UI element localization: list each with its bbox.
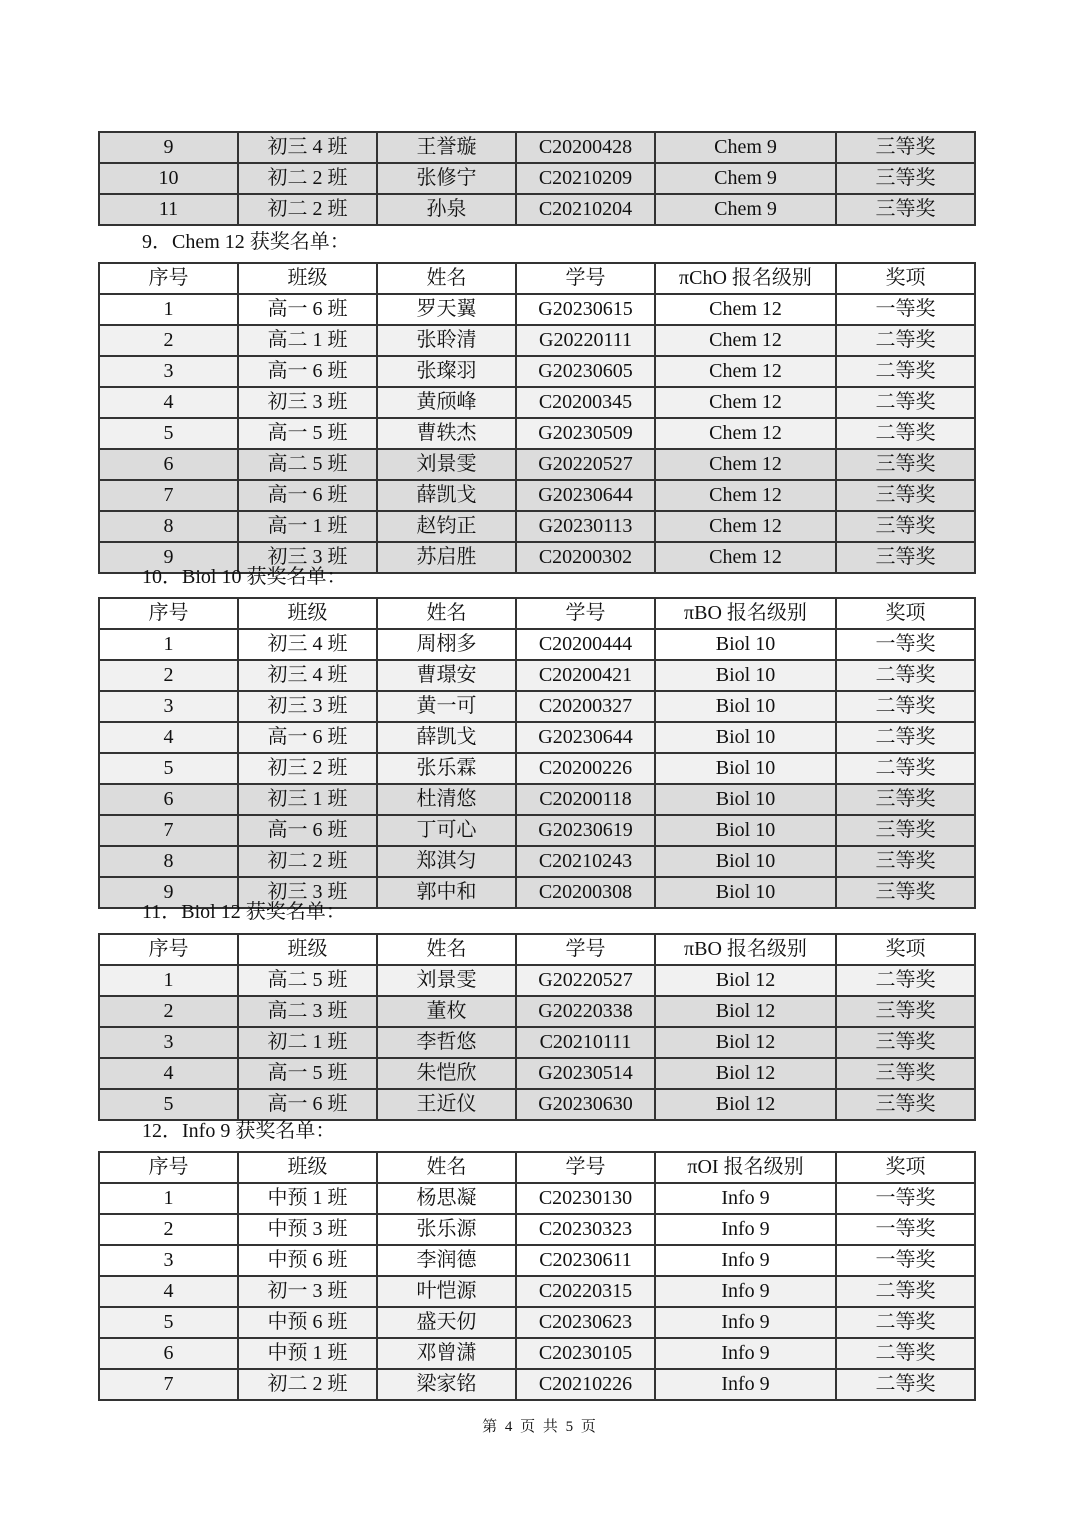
cell-index: 9: [99, 132, 238, 163]
cell-level: Chem 12: [655, 511, 836, 542]
cell-level: Info 9: [655, 1183, 836, 1214]
cell-index: 1: [99, 629, 238, 660]
table-row: [99, 1089, 975, 1120]
cell-class: 中预 6 班: [238, 1307, 377, 1338]
cell-index: 5: [99, 1089, 238, 1120]
cell-name: 王誉璇: [377, 132, 516, 163]
cell-award: 一等奖: [836, 1245, 975, 1276]
cell-name: 曹璟安: [377, 660, 516, 691]
cell-student-id: G20220111: [516, 325, 655, 356]
cell-class: 高二 5 班: [238, 449, 377, 480]
cell-level: Info 9: [655, 1307, 836, 1338]
cell-student-id: C20210204: [516, 194, 655, 225]
cell-level: Biol 12: [655, 1027, 836, 1058]
cell-class: 初三 4 班: [238, 660, 377, 691]
cell-class: 高一 5 班: [238, 418, 377, 449]
header-level: πBO 报名级别: [655, 598, 836, 629]
cell-level: Chem 9: [655, 132, 836, 163]
cell-class: 中预 3 班: [238, 1214, 377, 1245]
cell-name: 朱恺欣: [377, 1058, 516, 1089]
cell-class: 初三 4 班: [238, 629, 377, 660]
cell-student-id: C20200118: [516, 784, 655, 815]
header-student-id: 学号: [516, 1152, 655, 1183]
cell-index: 2: [99, 660, 238, 691]
cell-student-id: G20220527: [516, 449, 655, 480]
header-student-id: 学号: [516, 598, 655, 629]
cell-index: 6: [99, 449, 238, 480]
cell-class: 初二 2 班: [238, 163, 377, 194]
section-title-biol12: 11．Biol 12 获奖名单：: [142, 901, 346, 923]
cell-name: 罗天翼: [377, 294, 516, 325]
cell-level: Chem 12: [655, 418, 836, 449]
cell-index: 6: [99, 1338, 238, 1369]
cell-index: 7: [99, 1369, 238, 1400]
cell-name: 刘景雯: [377, 449, 516, 480]
cell-name: 刘景雯: [377, 965, 516, 996]
table-row: [99, 294, 975, 325]
cell-class: 初三 4 班: [238, 132, 377, 163]
cell-class: 高一 6 班: [238, 815, 377, 846]
cell-award: 三等奖: [836, 132, 975, 163]
cell-level: Biol 10: [655, 660, 836, 691]
cell-award: 二等奖: [836, 325, 975, 356]
cell-class: 初二 2 班: [238, 194, 377, 225]
cell-award: 二等奖: [836, 660, 975, 691]
cell-award: 三等奖: [836, 163, 975, 194]
page-footer: 第 4 页 共 5 页: [482, 1419, 598, 1435]
cell-award: 一等奖: [836, 1214, 975, 1245]
cell-index: 3: [99, 691, 238, 722]
header-index: 序号: [99, 263, 238, 294]
cell-level: Chem 12: [655, 480, 836, 511]
cell-student-id: G20220527: [516, 965, 655, 996]
cell-level: Chem 12: [655, 325, 836, 356]
header-level: πOI 报名级别: [655, 1152, 836, 1183]
cell-index: 8: [99, 846, 238, 877]
cell-name: 张修宁: [377, 163, 516, 194]
cell-class: 初三 3 班: [238, 691, 377, 722]
header-award: 奖项: [836, 598, 975, 629]
cell-student-id: C20200226: [516, 753, 655, 784]
section-title-chem12: 9．Chem 12 获奖名单：: [142, 231, 350, 253]
cell-name: 张璨羽: [377, 356, 516, 387]
cell-name: 薛凯戈: [377, 722, 516, 753]
cell-award: 一等奖: [836, 629, 975, 660]
section-title-biol10: 10．Biol 10 获奖名单：: [142, 566, 347, 588]
header-award: 奖项: [836, 934, 975, 965]
cell-award: 二等奖: [836, 1369, 975, 1400]
table-header-row: [99, 934, 975, 965]
cell-student-id: G20230605: [516, 356, 655, 387]
cell-index: 1: [99, 1183, 238, 1214]
cell-name: 曹轶杰: [377, 418, 516, 449]
table-header-row: [99, 263, 975, 294]
cell-name: 叶恺源: [377, 1276, 516, 1307]
cell-student-id: C20200421: [516, 660, 655, 691]
cell-name: 郭中和: [377, 877, 516, 908]
cell-level: Biol 10: [655, 784, 836, 815]
cell-award: 三等奖: [836, 815, 975, 846]
header-index: 序号: [99, 1152, 238, 1183]
cell-student-id: G20230509: [516, 418, 655, 449]
table-row: [99, 418, 975, 449]
cell-name: 杨思凝: [377, 1183, 516, 1214]
header-index: 序号: [99, 934, 238, 965]
cell-index: 8: [99, 511, 238, 542]
cell-level: Info 9: [655, 1338, 836, 1369]
cell-name: 苏启胜: [377, 542, 516, 573]
table-row: [99, 722, 975, 753]
chem9-table: [98, 131, 976, 226]
header-class: 班级: [238, 598, 377, 629]
cell-name: 王近仪: [377, 1089, 516, 1120]
cell-level: Biol 12: [655, 996, 836, 1027]
cell-class: 中预 6 班: [238, 1245, 377, 1276]
header-student-id: 学号: [516, 934, 655, 965]
cell-level: Chem 12: [655, 542, 836, 573]
cell-student-id: C20230323: [516, 1214, 655, 1245]
cell-student-id: C20210209: [516, 163, 655, 194]
cell-award: 二等奖: [836, 722, 975, 753]
cell-index: 5: [99, 1307, 238, 1338]
table-row: [99, 691, 975, 722]
header-class: 班级: [238, 1152, 377, 1183]
cell-award: 三等奖: [836, 194, 975, 225]
table-row: [99, 1307, 975, 1338]
cell-student-id: C20220315: [516, 1276, 655, 1307]
cell-level: Biol 10: [655, 815, 836, 846]
table-row: [99, 1276, 975, 1307]
cell-index: 5: [99, 753, 238, 784]
cell-name: 黄颀峰: [377, 387, 516, 418]
cell-level: Chem 12: [655, 449, 836, 480]
cell-name: 李哲悠: [377, 1027, 516, 1058]
table-row: [99, 194, 975, 225]
header-level: πChO 报名级别: [655, 263, 836, 294]
cell-award: 三等奖: [836, 784, 975, 815]
cell-level: Biol 10: [655, 753, 836, 784]
cell-index: 3: [99, 356, 238, 387]
cell-student-id: C20200327: [516, 691, 655, 722]
cell-award: 三等奖: [836, 511, 975, 542]
cell-student-id: C20230623: [516, 1307, 655, 1338]
cell-level: Chem 9: [655, 163, 836, 194]
chem12-table: [98, 262, 976, 574]
header-level: πBO 报名级别: [655, 934, 836, 965]
cell-index: 3: [99, 1245, 238, 1276]
table-row: [99, 480, 975, 511]
cell-index: 7: [99, 480, 238, 511]
cell-index: 4: [99, 722, 238, 753]
cell-class: 高一 6 班: [238, 1089, 377, 1120]
cell-student-id: C20230105: [516, 1338, 655, 1369]
cell-student-id: G20230644: [516, 480, 655, 511]
cell-award: 二等奖: [836, 387, 975, 418]
cell-class: 初二 1 班: [238, 1027, 377, 1058]
cell-award: 二等奖: [836, 965, 975, 996]
cell-index: 11: [99, 194, 238, 225]
table-row: [99, 1214, 975, 1245]
cell-level: Biol 12: [655, 1058, 836, 1089]
cell-name: 张乐霖: [377, 753, 516, 784]
cell-award: 二等奖: [836, 753, 975, 784]
table-row: [99, 356, 975, 387]
header-class: 班级: [238, 263, 377, 294]
cell-class: 初三 3 班: [238, 542, 377, 573]
cell-level: Info 9: [655, 1214, 836, 1245]
cell-index: 2: [99, 996, 238, 1027]
section-title-info9: 12．Info 9 获奖名单：: [142, 1120, 336, 1142]
cell-class: 中预 1 班: [238, 1338, 377, 1369]
cell-index: 9: [99, 877, 238, 908]
cell-name: 董枚: [377, 996, 516, 1027]
cell-class: 高一 6 班: [238, 356, 377, 387]
header-name: 姓名: [377, 1152, 516, 1183]
cell-name: 张聆清: [377, 325, 516, 356]
cell-name: 张乐源: [377, 1214, 516, 1245]
cell-name: 盛天仞: [377, 1307, 516, 1338]
header-name: 姓名: [377, 598, 516, 629]
cell-level: Info 9: [655, 1245, 836, 1276]
cell-index: 4: [99, 1058, 238, 1089]
cell-name: 丁可心: [377, 815, 516, 846]
cell-index: 7: [99, 815, 238, 846]
cell-name: 梁家铭: [377, 1369, 516, 1400]
table-row: [99, 996, 975, 1027]
cell-student-id: C20200428: [516, 132, 655, 163]
cell-level: Chem 12: [655, 294, 836, 325]
cell-class: 高二 5 班: [238, 965, 377, 996]
cell-class: 初一 3 班: [238, 1276, 377, 1307]
table-row: [99, 629, 975, 660]
cell-award: 一等奖: [836, 1183, 975, 1214]
header-index: 序号: [99, 598, 238, 629]
table-row: [99, 132, 975, 163]
cell-name: 郑淇匀: [377, 846, 516, 877]
cell-award: 三等奖: [836, 1058, 975, 1089]
cell-award: 三等奖: [836, 480, 975, 511]
table-row: [99, 325, 975, 356]
cell-student-id: G20230630: [516, 1089, 655, 1120]
cell-level: Chem 12: [655, 356, 836, 387]
table-row: [99, 753, 975, 784]
cell-index: 1: [99, 965, 238, 996]
cell-level: Info 9: [655, 1369, 836, 1400]
cell-name: 黄一可: [377, 691, 516, 722]
cell-award: 二等奖: [836, 691, 975, 722]
cell-level: Biol 10: [655, 691, 836, 722]
cell-class: 高一 1 班: [238, 511, 377, 542]
table-row: [99, 1369, 975, 1400]
header-student-id: 学号: [516, 263, 655, 294]
cell-student-id: C20200444: [516, 629, 655, 660]
cell-index: 10: [99, 163, 238, 194]
cell-level: Biol 10: [655, 722, 836, 753]
cell-student-id: G20220338: [516, 996, 655, 1027]
cell-index: 2: [99, 325, 238, 356]
cell-student-id: G20230113: [516, 511, 655, 542]
biol12-table: [98, 933, 976, 1121]
table-header-row: [99, 1152, 975, 1183]
cell-name: 周栩多: [377, 629, 516, 660]
cell-student-id: G20230619: [516, 815, 655, 846]
table-row: [99, 784, 975, 815]
cell-index: 4: [99, 1276, 238, 1307]
cell-class: 初三 1 班: [238, 784, 377, 815]
cell-award: 三等奖: [836, 877, 975, 908]
table-row: [99, 965, 975, 996]
cell-class: 初三 2 班: [238, 753, 377, 784]
cell-class: 初二 2 班: [238, 846, 377, 877]
cell-class: 初三 3 班: [238, 387, 377, 418]
cell-level: Chem 9: [655, 194, 836, 225]
biol10-table: [98, 597, 976, 909]
cell-class: 初二 2 班: [238, 1369, 377, 1400]
header-award: 奖项: [836, 263, 975, 294]
cell-name: 薛凯戈: [377, 480, 516, 511]
table-row: [99, 660, 975, 691]
cell-index: 2: [99, 1214, 238, 1245]
cell-award: 三等奖: [836, 542, 975, 573]
cell-award: 三等奖: [836, 1089, 975, 1120]
header-class: 班级: [238, 934, 377, 965]
cell-class: 高一 6 班: [238, 722, 377, 753]
cell-index: 6: [99, 784, 238, 815]
header-award: 奖项: [836, 1152, 975, 1183]
table-row: [99, 1183, 975, 1214]
cell-index: 1: [99, 294, 238, 325]
header-name: 姓名: [377, 934, 516, 965]
cell-student-id: C20200345: [516, 387, 655, 418]
cell-student-id: C20210111: [516, 1027, 655, 1058]
cell-student-id: G20230514: [516, 1058, 655, 1089]
cell-award: 三等奖: [836, 1027, 975, 1058]
cell-index: 4: [99, 387, 238, 418]
cell-name: 邓曾潇: [377, 1338, 516, 1369]
cell-award: 三等奖: [836, 846, 975, 877]
cell-index: 9: [99, 542, 238, 573]
cell-class: 高一 6 班: [238, 294, 377, 325]
cell-student-id: G20230615: [516, 294, 655, 325]
table-row: [99, 511, 975, 542]
header-name: 姓名: [377, 263, 516, 294]
cell-award: 二等奖: [836, 418, 975, 449]
cell-student-id: C20200302: [516, 542, 655, 573]
table-row: [99, 815, 975, 846]
cell-student-id: C20230130: [516, 1183, 655, 1214]
cell-class: 高二 3 班: [238, 996, 377, 1027]
cell-award: 二等奖: [836, 356, 975, 387]
cell-class: 高一 6 班: [238, 480, 377, 511]
table-row: [99, 163, 975, 194]
cell-award: 三等奖: [836, 996, 975, 1027]
cell-award: 一等奖: [836, 294, 975, 325]
info9-table: [98, 1151, 976, 1401]
cell-class: 中预 1 班: [238, 1183, 377, 1214]
cell-level: Biol 10: [655, 846, 836, 877]
cell-level: Biol 10: [655, 877, 836, 908]
cell-award: 二等奖: [836, 1338, 975, 1369]
cell-class: 初三 3 班: [238, 877, 377, 908]
cell-level: Biol 12: [655, 965, 836, 996]
cell-index: 5: [99, 418, 238, 449]
cell-level: Biol 12: [655, 1089, 836, 1120]
table-row: [99, 1245, 975, 1276]
cell-name: 李润德: [377, 1245, 516, 1276]
cell-award: 二等奖: [836, 1307, 975, 1338]
cell-student-id: G20230644: [516, 722, 655, 753]
cell-award: 三等奖: [836, 449, 975, 480]
cell-name: 杜清悠: [377, 784, 516, 815]
table-row: [99, 846, 975, 877]
table-row: [99, 387, 975, 418]
cell-index: 3: [99, 1027, 238, 1058]
cell-level: Chem 12: [655, 387, 836, 418]
cell-name: 赵钧正: [377, 511, 516, 542]
table-row: [99, 449, 975, 480]
table-row: [99, 1338, 975, 1369]
table-header-row: [99, 598, 975, 629]
cell-student-id: C20200308: [516, 877, 655, 908]
cell-level: Biol 10: [655, 629, 836, 660]
cell-award: 二等奖: [836, 1276, 975, 1307]
cell-student-id: C20230611: [516, 1245, 655, 1276]
cell-name: 孙泉: [377, 194, 516, 225]
cell-class: 高一 5 班: [238, 1058, 377, 1089]
cell-student-id: C20210226: [516, 1369, 655, 1400]
cell-student-id: C20210243: [516, 846, 655, 877]
table-row: [99, 1027, 975, 1058]
table-row: [99, 1058, 975, 1089]
cell-level: Info 9: [655, 1276, 836, 1307]
cell-class: 高二 1 班: [238, 325, 377, 356]
